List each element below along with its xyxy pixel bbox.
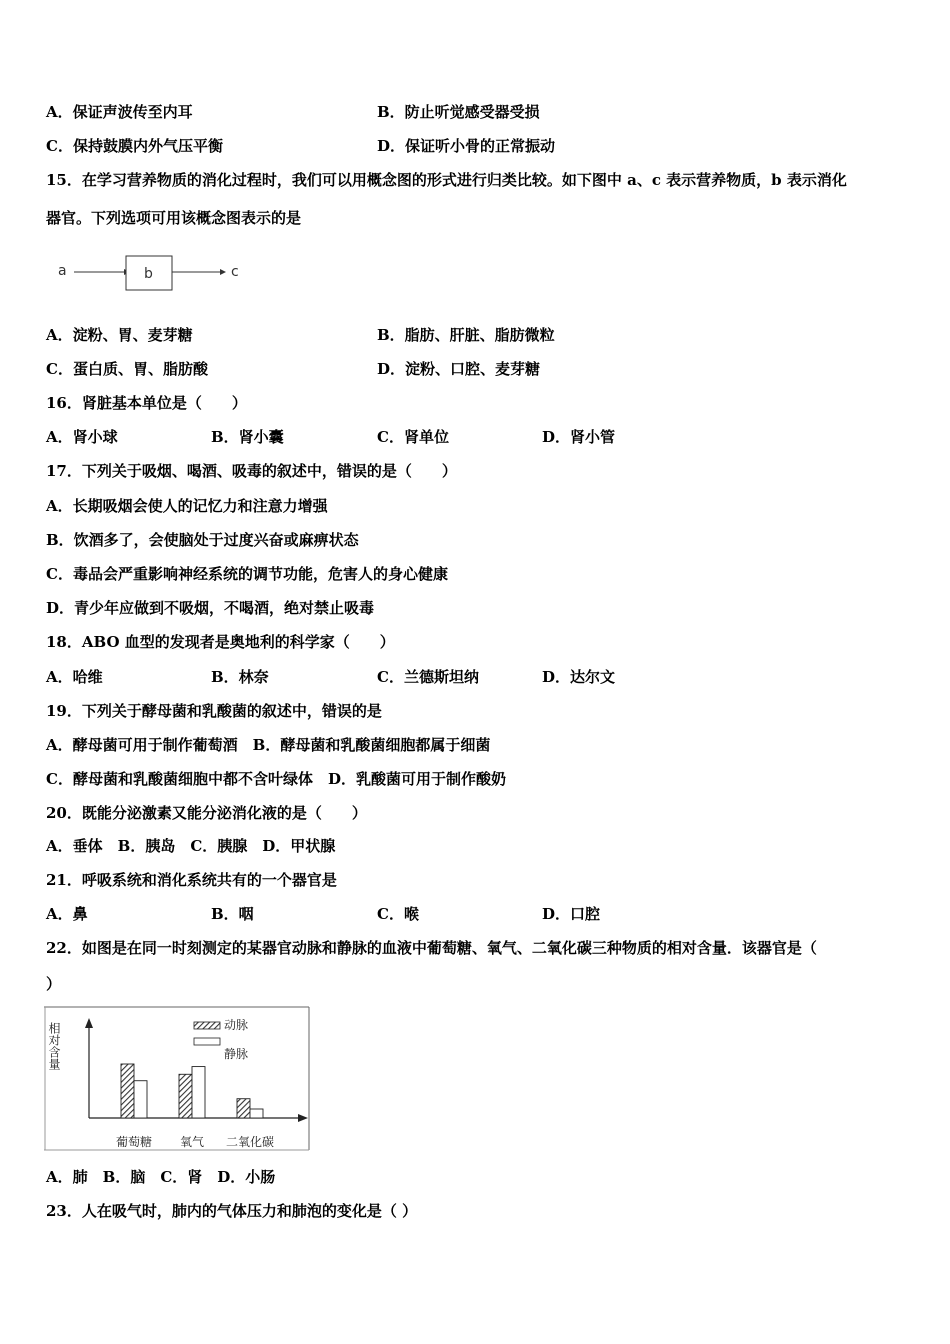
q21-option-c: C．喉 xyxy=(377,905,419,923)
bar-vein-1 xyxy=(192,1067,205,1118)
category-label-0: 葡萄糖 xyxy=(115,1135,153,1149)
q18-option-a: A．哈维 xyxy=(46,668,103,686)
q18-option-b: B．林奈 xyxy=(211,668,269,686)
q17-option-b: B．饮酒多了，会使脑处于过度兴奋或麻痹状态 xyxy=(46,531,359,549)
q21-option-b: B．咽 xyxy=(211,905,254,923)
legend-swatch-vein xyxy=(194,1038,220,1045)
q16-option-b: B．肾小囊 xyxy=(211,428,284,446)
q19-stem: 19．下列关于酵母菌和乳酸菌的叙述中，错误的是 xyxy=(46,702,382,720)
q15-option-a: A．淀粉、胃、麦芽糖 xyxy=(46,326,193,344)
blood-content-bar-chart xyxy=(44,1006,310,1152)
q17-option-c: C．毒品会严重影响神经系统的调节功能，危害人的身心健康 xyxy=(46,565,448,583)
diagram-label-a: a xyxy=(58,263,67,279)
q17-option-d: D．青少年应做到不吸烟，不喝酒，绝对禁止吸毒 xyxy=(46,599,375,617)
legend-swatch-artery xyxy=(194,1022,220,1029)
q16-option-c: C．肾单位 xyxy=(377,428,449,446)
q15-stem-line2: 器官。下列选项可用该概念图表示的是 xyxy=(46,209,302,227)
q16-option-a: A．肾小球 xyxy=(46,428,118,446)
diagram-label-b: b xyxy=(144,266,153,282)
bar-vein-0 xyxy=(134,1081,147,1118)
q17-option-a: A．长期吸烟会使人的记忆力和注意力增强 xyxy=(46,497,328,515)
bar-artery-1 xyxy=(179,1074,192,1118)
category-label-1: 氧气 xyxy=(179,1135,205,1149)
q17-stem: 17．下列关于吸烟、喝酒、吸毒的叙述中，错误的是（ ） xyxy=(46,462,457,480)
q15-stem-line1: 15．在学习营养物质的消化过程时，我们可以用概念图的形式进行归类比较。如下图中 a、c 表示营养物质，b 表示消化 xyxy=(46,171,847,189)
q21-option-a: A．鼻 xyxy=(46,905,88,923)
q22-stem-line2: ） xyxy=(46,975,62,993)
q22-stem-line1: 22．如图是在同一时刻测定的某器官动脉和静脉的血液中葡萄糖、氧气、二氧化碳三种物质的相对含量．该器官是（ xyxy=(46,939,817,957)
q18-stem: 18．ABO 血型的发现者是奥地利的科学家（ ） xyxy=(46,633,395,651)
q23-stem: 23．人在吸气时，肺内的气体压力和肺泡的变化是（ ） xyxy=(46,1202,418,1220)
category-label-2: 二氧化碳 xyxy=(225,1135,275,1149)
q15-option-c: C．蛋白质、胃、脂肪酸 xyxy=(46,360,208,378)
q14-option-d: D．保证听小骨的正常振动 xyxy=(377,137,556,155)
q21-stem: 21．呼吸系统和消化系统共有的一个器官是 xyxy=(46,871,337,889)
q16-option-d: D．肾小管 xyxy=(542,428,616,446)
q19-options-line1: A．酵母菌可用于制作葡萄酒 B．酵母菌和乳酸菌细胞都属于细菌 xyxy=(46,736,491,754)
q18-option-c: C．兰德斯坦纳 xyxy=(377,668,479,686)
legend-label-vein: 静脉 xyxy=(224,1047,249,1061)
q21-option-d: D．口腔 xyxy=(542,905,601,923)
q18-option-d: D．达尔文 xyxy=(542,668,616,686)
legend-label-artery: 动脉 xyxy=(224,1018,249,1032)
diagram-label-c: c xyxy=(231,264,239,280)
q20-stem: 20．既能分泌激素又能分泌消化液的是（ ） xyxy=(46,804,367,822)
q16-stem: 16．肾脏基本单位是（ ） xyxy=(46,394,247,412)
concept-diagram xyxy=(50,252,250,296)
q20-options: A．垂体 B．胰岛 C．胰腺 D．甲状腺 xyxy=(46,837,336,855)
q19-options-line2: C．酵母菌和乳酸菌细胞中都不含叶绿体 D．乳酸菌可用于制作酸奶 xyxy=(46,770,506,788)
q14-option-c: C．保持鼓膜内外气压平衡 xyxy=(46,137,223,155)
q15-option-d: D．淀粉、口腔、麦芽糖 xyxy=(377,360,541,378)
y-axis-label: 相对含量 xyxy=(47,1022,61,1070)
bar-artery-0 xyxy=(121,1064,134,1118)
bar-vein-2 xyxy=(250,1109,263,1118)
y-axis-arrow xyxy=(85,1018,93,1028)
bar-artery-2 xyxy=(237,1099,250,1118)
q14-option-a: A．保证声波传至内耳 xyxy=(46,103,193,121)
q14-option-b: B．防止听觉感受器受损 xyxy=(377,103,540,121)
q15-option-b: B．脂肪、肝脏、脂肪微粒 xyxy=(377,326,555,344)
q22-options: A．肺 B．脑 C．肾 D．小肠 xyxy=(46,1168,276,1186)
x-axis-arrow xyxy=(298,1114,308,1122)
